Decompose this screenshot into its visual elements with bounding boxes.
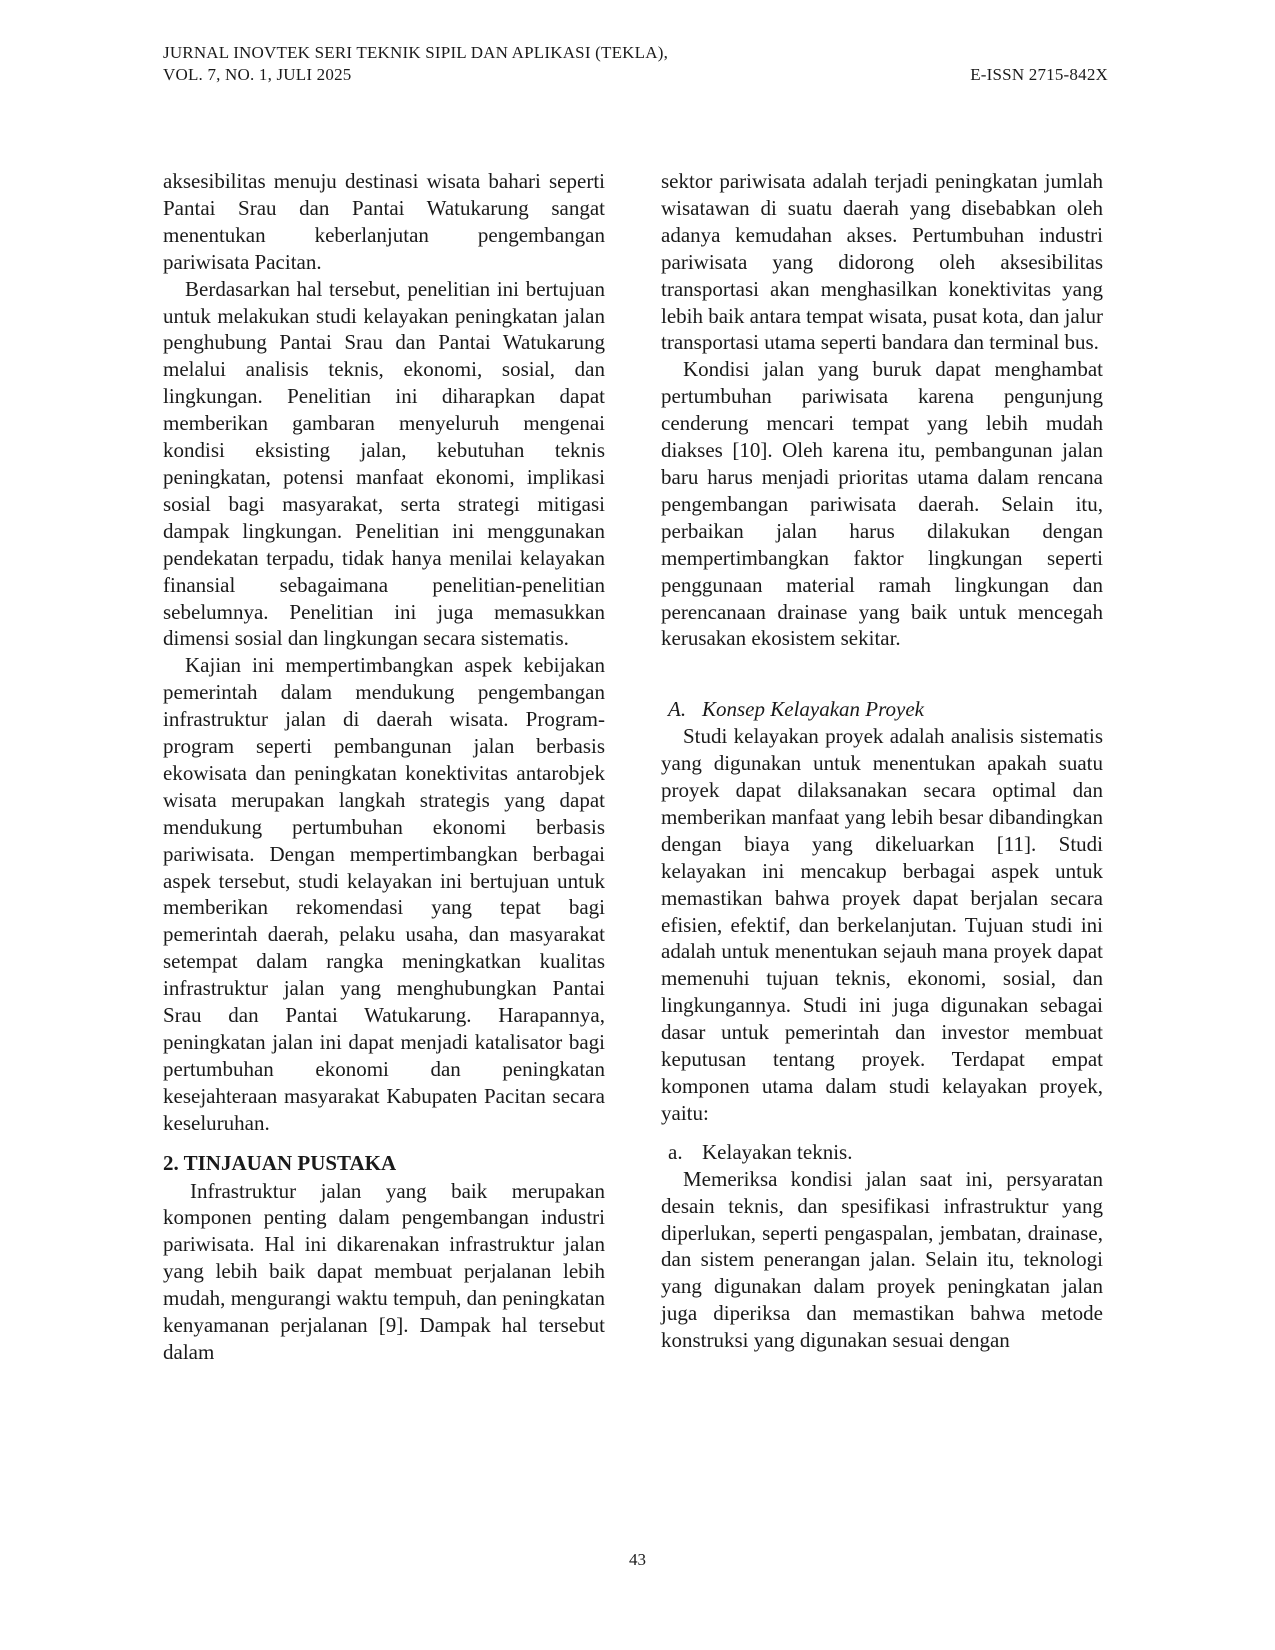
subsection-heading xyxy=(668,696,1103,723)
subsection-title: Konsep Kelayakan Proyek xyxy=(702,697,924,722)
volume-info: VOL. 7, NO. 1, JULI 2025 xyxy=(163,65,352,84)
paragraph: Kajian ini mempertimbangkan aspek kebijakan pemerintah dalam mendukung pengembangan infrastruktur jalan di daerah wisata. Program-program seperti pembangunan jalan berbasis ekowisata dan peningkatan konektivitas antarobjek wisata merupakan langkah strategis yang dapat mendukung pertumbuhan ekonomi berbasis pariwisata. Dengan mempertimbangkan berbagai aspek tersebut, studi kelayakan ini bertujuan untuk memberikan rekomendasi yang tepat bagi pemerintah daerah, pelaku usaha, dan masyarakat setempat dalam rangka meningkatkan kualitas infrastruktur jalan yang menghubungkan Pantai Srau dan Pantai Watukarung. Harapannya, peningkatan jalan ini dapat menjadi katalisator bagi pertumbuhan ekonomi dan peningkatan kesejahteraan masyarakat Kabupaten Pacitan secara keseluruhan. xyxy=(163,653,605,1135)
issn: E-ISSN 2715-842X xyxy=(970,65,1108,84)
paragraph: aksesibilitas menuju destinasi wisata bahari seperti Pantai Srau dan Pantai Watukarung sangat menentukan keberlanjutan pengembangan pariwisata Pacitan. xyxy=(163,169,605,274)
list-item-title: Kelayakan teknis. xyxy=(702,1139,853,1164)
subsection-letter: A. xyxy=(668,697,687,722)
paragraph: Studi kelayakan proyek adalah analisis sistematis yang digunakan untuk menentukan apakah suatu proyek dapat dilaksanakan secara optimal dan memberikan manfaat yang lebih besar dibandingkan dengan biaya yang dikeluarkan [11]. Studi kelayakan ini mencakup berbagai aspek untuk memastikan bahwa proyek dapat berjalan secara efisien, efektif, dan berkelanjutan. Tujuan studi ini adalah untuk menentukan sejauh mana proyek dapat memenuhi tujuan teknis, ekonomi, sosial, dan lingkungannya. Studi ini juga digunakan sebagai dasar untuk pemerintah dan investor membuat keputusan tentang proyek. Terdapat empat komponen utama dalam studi kelayakan proyek, yaitu: xyxy=(661,724,1103,1125)
list-item-letter: a. xyxy=(668,1139,683,1164)
paragraph: Berdasarkan hal tersebut, penelitian ini bertujuan untuk melakukan studi kelayakan peningkatan jalan penghubung Pantai Srau dan Pantai Watukarung melalui analisis teknis, ekonomi, sosial, dan lingkungan. Penelitian ini diharapkan dapat memberikan gambaran menyeluruh mengenai kondisi eksisting jalan, kebutuhan teknis peningkatan, potensi manfaat ekonomi, implikasi sosial bagi masyarakat, serta strategi mitigasi dampak lingkungan. Penelitian ini menggunakan pendekatan terpadu, tidak hanya menilai kelayakan finansial sebagaimana penelitian-penelitian sebelumnya. Penelitian ini juga memasukkan dimensi sosial dan lingkungan secara sistematis. xyxy=(163,276,605,651)
section-heading: 2. TINJAUAN PUSTAKA xyxy=(163,1150,397,1175)
paragraph: Infrastruktur jalan yang baik merupakan komponen penting dalam pengembangan industri pariwisata. Hal ini dikarenakan infrastruktur jalan yang lebih baik dapat membuat perjalanan lebih mudah, mengurangi waktu tempuh, dan peningkatan kenyamanan perjalanan [9]. Dampak hal tersebut dalam xyxy=(163,1178,605,1364)
paragraph: Memeriksa kondisi jalan saat ini, persyaratan desain teknis, dan spesifikasi infrastruktur yang diperlukan, seperti pengaspalan, jembatan, drainase, dan sistem penerangan jalan. Selain itu, teknologi yang digunakan dalam proyek peningkatan jalan juga diperiksa dan memastikan bahwa metode konstruksi yang digunakan sesuai dengan xyxy=(661,1166,1103,1353)
left-column xyxy=(163,168,605,1366)
journal-title: JURNAL INOVTEK SERI TEKNIK SIPIL DAN APLIKASI (TEKLA), xyxy=(163,43,669,62)
page-number: 43 xyxy=(629,1550,646,1569)
paragraph: Kondisi jalan yang buruk dapat menghambat pertumbuhan pariwisata karena pengunjung cenderung mencari tempat yang lebih mudah diakses [10]. Oleh karena itu, pembangunan jalan baru harus menjadi prioritas utama dalam rencana pengembangan pariwisata daerah. Selain itu, perbaikan jalan harus dilakukan dengan mempertimbangkan faktor lingkungan seperti penggunaan material ramah lingkungan dan perencanaan drainase yang baik untuk mencegah kerusakan ekosistem sekitar. xyxy=(661,357,1103,651)
running-header xyxy=(163,42,1108,86)
list-item-heading xyxy=(668,1139,1103,1166)
paragraph: sektor pariwisata adalah terjadi peningkatan jumlah wisatawan di suatu daerah yang disebabkan oleh adanya kemudahan akses. Pertumbuhan industri pariwisata yang didorong oleh aksesibilitas transportasi akan menghasilkan konektivitas yang lebih baik antara tempat wisata, pusat kota, dan jalur transportasi utama seperti bandara dan terminal bus. xyxy=(661,169,1104,355)
right-column xyxy=(661,168,1103,1354)
